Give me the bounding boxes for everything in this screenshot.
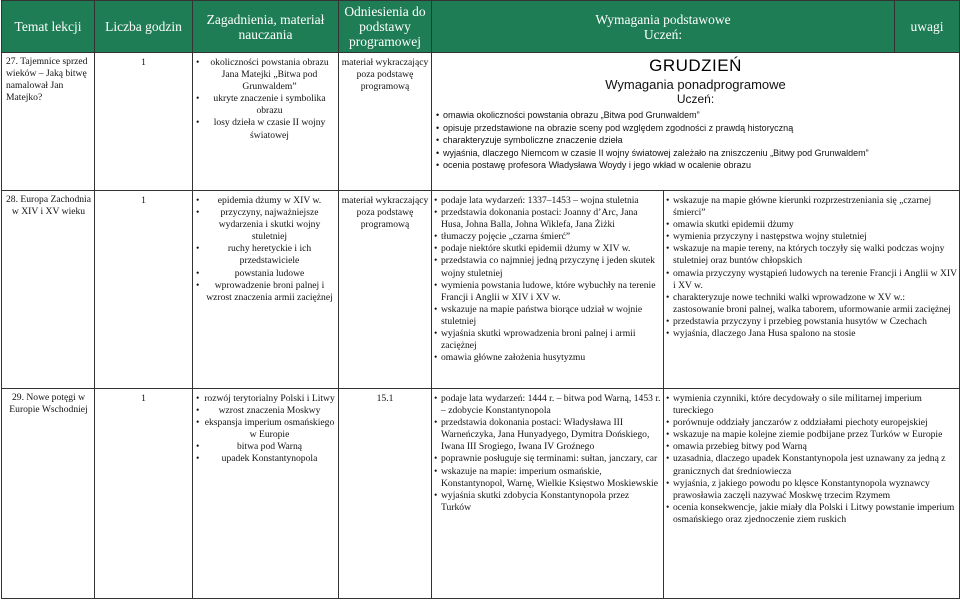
basic-item: • wymienia powstania ludowe, które wybuchły na terenie Francji i Anglii w XIV i XV w. [434, 280, 661, 304]
row-basic [432, 389, 664, 599]
advanced-item: • charakteryzuje symboliczne znaczenie dzieła [436, 134, 955, 147]
remark-item: • omawia skutki epidemii dżumy [666, 219, 957, 231]
issue-item: • przyczyny, najważniejsze wydarzenia i skutki wojny stuletniej [196, 207, 336, 243]
advanced-item: • opisuje przedstawione na obrazie sceny pod względem zgodności z prawdą historyczną [436, 122, 955, 135]
remark-item: • wskazuje na mapie główne kierunki rozprzestrzeniania się „czarnej śmierci” [666, 195, 957, 219]
advanced-subtitle: Uczeń: [676, 92, 715, 106]
row-hours: 1 [95, 53, 193, 191]
issue-item: • wprowadzenie broni palnej i wzrost znaczenia armii zaciężnej [196, 280, 336, 304]
row-hours: 1 [95, 389, 193, 599]
basic-item: • wyjaśnia skutki zdobycia Konstantynopola przez Turków [434, 490, 661, 514]
remark-item: • uzasadnia, dlaczego upadek Konstantynopola jest uznawany za jedną z granicznych dat średniowiecza [666, 453, 957, 477]
basic-item: • podaje lata wydarzeń: 1444 r. – bitwa pod Warną, 1453 r. – zdobycie Konstantynopola [434, 393, 661, 417]
remark-item: • wskazuje na mapie kolejne ziemie podbijane przez Turków w Europie [666, 429, 957, 441]
issue-item: • wzrost znaczenia Moskwy [196, 405, 336, 417]
advanced-requirements-cell [432, 53, 960, 191]
basic-item: • wskazuje na mapie: imperium osmańskie, Konstantynopol, Warnę, Wielkie Księstwo Moskiewskie [434, 466, 661, 490]
basic-item: • przedstawia co najmniej jedną przyczynę i jeden skutek wojny stuletniej [434, 255, 661, 279]
remark-item: • przedstawia przyczyny i przebieg powstania husytów w Czechach [666, 316, 957, 328]
row-topic: 27. Tajemnice sprzed wieków – Jaką bitwę namalował Jan Matejko? [2, 53, 95, 191]
remark-item: • charakteryzuje nowe techniki walki wprowadzone w XV w.: zastosowanie broni palnej, walka taborem, uformowanie armii zaciężnej [666, 292, 957, 316]
header-hours: Liczba godzin [95, 1, 193, 53]
remark-item: • wymienia przyczyny i następstwa wojny stuletniej [666, 231, 957, 243]
remark-item: • ocenia konsekwencje, jakie miały dla Polski i Litwy powstanie imperium osmańskiego oraz zjednoczenie ziem ruskich [666, 502, 957, 526]
issue-item: • epidemia dżumy w XIV w. [196, 195, 336, 207]
row-remarks [664, 389, 960, 599]
basic-item: • przedstawia dokonania postaci: Władysława III Warneńczyka, Jana Hunyadyego, Dymitra Dońskiego, Iwana III Srogiego, Iwana IV Groźnego [434, 417, 661, 453]
issue-item: • powstania ludowe [196, 268, 336, 280]
header-curriculum: Odniesienia do podstawy programowej [339, 1, 432, 53]
basic-item: • wyjaśnia skutki wprowadzenia broni palnej i armii zaciężnej [434, 328, 661, 352]
row-hours: 1 [95, 191, 193, 389]
row-topic: 28. Europa Zachodnia w XIV i XV wieku [2, 191, 95, 389]
header-basic-title: Wymagania podstawowe [595, 11, 731, 27]
remark-item: • wyjaśnia, z jakiego powodu po klęsce Konstantynopola wyznawcy prawosławia zaczęli nazywać Moskwę trzecim Rzymem [666, 478, 957, 502]
table-row [2, 389, 960, 599]
remark-item: • omawia przyczyny wystąpień ludowych na terenie Francji i Anglii w XIV i XV w. [666, 268, 957, 292]
remark-item: • wyjaśnia, dlaczego Jana Husa spalono na stosie [666, 328, 957, 340]
remark-item: • wskazuje na mapie tereny, na których toczyły się walki podczas wojny stuletniej oraz buntów chłopskich [666, 243, 957, 267]
header-row [2, 1, 960, 53]
header-topic: Temat lekcji [2, 1, 95, 53]
header-remarks: uwagi [895, 1, 960, 53]
row-curriculum: materiał wykraczający poza podstawę programową [339, 191, 432, 389]
row-curriculum: 15.1 [339, 389, 432, 599]
basic-item: • przedstawia dokonania postaci: Joanny d’Arc, Jana Husa, Johna Balla, Johna Wiklefa, Jana Żiżki [434, 207, 661, 231]
basic-item: • podaje lata wydarzeń: 1337–1453 – wojna stuletnia [434, 195, 661, 207]
table-row [2, 191, 960, 389]
basic-item: • wskazuje na mapie państwa biorące udział w wojnie stuletniej [434, 304, 661, 328]
table-row [2, 53, 960, 191]
header-basic [432, 1, 895, 53]
issue-item: • ukryte znaczenie i symbolika obrazu [196, 93, 336, 117]
advanced-item: • omawia okoliczności powstania obrazu „Bitwa pod Grunwaldem” [436, 109, 955, 122]
row-remarks [664, 191, 960, 389]
issue-item: • okoliczności powstania obrazu Jana Matejki „Bitwa pod Grunwaldem” [196, 57, 336, 93]
issue-item: • upadek Konstantynopola [196, 453, 336, 465]
basic-item: • podaje niektóre skutki epidemii dżumy w XIV w. [434, 243, 661, 255]
advanced-item: • wyjaśnia, dlaczego Niemcom w czasie II wojny światowej zależało na zniszczeniu „Bitwy pod Grunwaldem” [436, 147, 955, 160]
row-issues [193, 191, 339, 389]
lesson-plan-table [1, 0, 960, 599]
month-title: GRUDZIEŃ [649, 56, 742, 75]
remark-item: • porównuje oddziały janczarów z oddziałami piechoty europejskiej [666, 417, 957, 429]
row-topic: 29. Nowe potęgi w Europie Wschodniej [2, 389, 95, 599]
issue-item: • rozwój terytorialny Polski i Litwy [196, 393, 336, 405]
basic-item: • omawia główne założenia husytyzmu [434, 352, 661, 364]
row-issues [193, 389, 339, 599]
issue-item: • ekspansja imperium osmańskiego w Europie [196, 417, 336, 441]
header-basic-sub: Uczeń: [643, 26, 683, 42]
row-issues [193, 53, 339, 191]
advanced-item: • ocenia postawę profesora Władysława Woydy i jego wkład w ocalenie obrazu [436, 159, 955, 172]
header-issues: Zagadnienia, materiał nauczania [193, 1, 339, 53]
remark-item: • wymienia czynniki, które decydowały o sile militarnej imperium tureckiego [666, 393, 957, 417]
advanced-title: Wymagania ponadprogramowe [605, 77, 786, 92]
issue-item: • losy dzieła w czasie II wojny światowej [196, 117, 336, 141]
row-basic [432, 191, 664, 389]
issue-item: • ruchy heretyckie i ich przedstawiciele [196, 243, 336, 267]
remark-item: • omawia przebieg bitwy pod Warną [666, 441, 957, 453]
row-curriculum: materiał wykraczający poza podstawę programową [339, 53, 432, 191]
basic-item: • poprawnie posługuje się terminami: sułtan, janczary, car [434, 453, 661, 465]
basic-item: • tłumaczy pojęcie „czarna śmierć” [434, 231, 661, 243]
issue-item: • bitwa pod Warną [196, 441, 336, 453]
